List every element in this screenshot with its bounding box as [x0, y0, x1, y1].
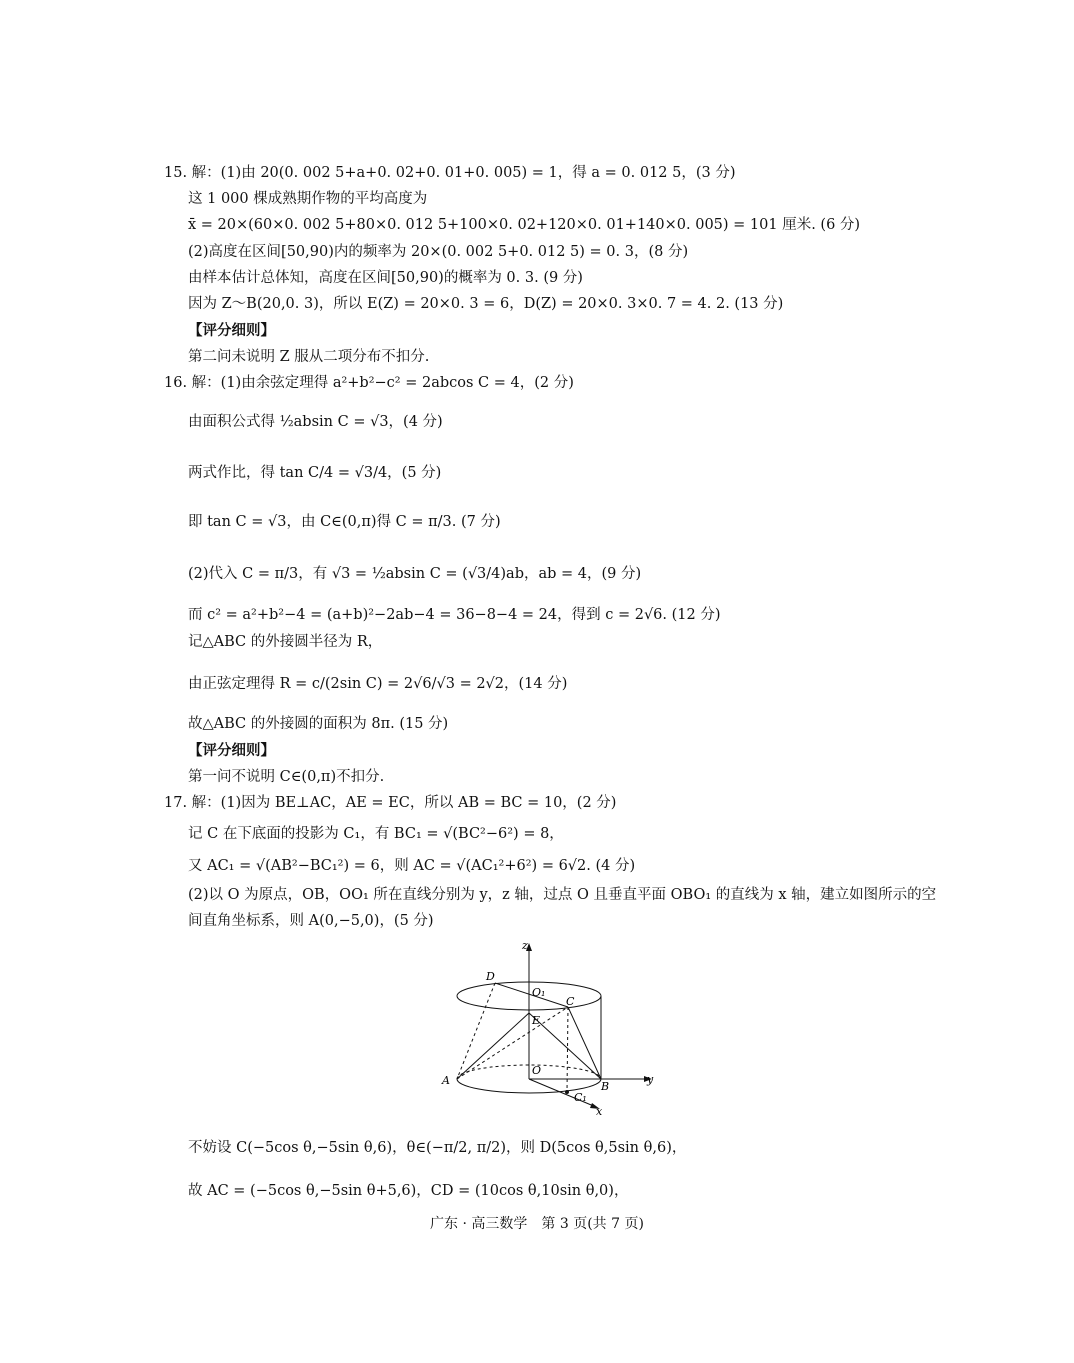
- label-O: O: [532, 1064, 542, 1077]
- label-D: D: [486, 970, 495, 983]
- text-line: 故△ABC 的外接圆的面积为 8π. (15 分): [188, 716, 449, 732]
- label-z: z: [522, 939, 528, 952]
- text-line: 17. 解：(1)因为 BE⊥AC，AE = EC，所以 AB = BC = 10，(2 分): [164, 795, 617, 811]
- scoring-heading: 【评分细则】: [188, 323, 275, 339]
- text-line: 记△ABC 的外接圆半径为 R，: [188, 634, 383, 650]
- text-line: (2)代入 C = π/3，有 √3 = ½absin C = (√3/4)ab，ab = 4，(9 分): [188, 566, 642, 582]
- label-y: y: [647, 1073, 654, 1086]
- page-footer: 广东 · 高三数学 第 3 页(共 7 页): [430, 1216, 644, 1232]
- label-O1: O₁: [532, 986, 546, 999]
- text-line: 又 AC₁ = √(AB²−BC₁²) = 6，则 AC = √(AC₁²+6²) = 6√2. (4 分): [188, 858, 636, 874]
- text-line: x̄ = 20×(60×0. 002 5+80×0. 012 5+100×0. 02+120×0. 01+140×0. 005) = 101 厘米. (6 分): [188, 217, 861, 233]
- text-line: 15. 解：(1)由 20(0. 002 5+a+0. 02+0. 01+0. 005) = 1，得 a = 0. 012 5，(3 分): [164, 165, 736, 181]
- text-line: 故 AC = (−5cos θ,−5sin θ+5,6)，CD = (10cos θ,10sin θ,0)，: [188, 1183, 629, 1199]
- text-line: 这 1 000 棵成熟期作物的平均高度为: [188, 191, 428, 207]
- text-line: 即 tan C = √3，由 C∈(0,π)得 C = π/3. (7 分): [188, 514, 501, 530]
- text-line: 不妨设 C(−5cos θ,−5sin θ,6)，θ∈(−π/2, π/2)，则 D(5cos θ,5sin θ,6)，: [188, 1140, 687, 1156]
- text-line: 由正弦定理得 R = c/(2sin C) = 2√6/√3 = 2√2，(14 分): [188, 676, 568, 692]
- text-line: 而 c² = a²+b²−4 = (a+b)²−2ab−4 = 36−8−4 = 24，得到 c = 2√6. (12 分): [188, 607, 721, 623]
- text-line: (2)以 O 为原点，OB，OO₁ 所在直线分别为 y，z 轴，过点 O 且垂直平面 OBO₁ 的直线为 x 轴，建立如图所示的空: [188, 887, 937, 903]
- text-line: 因为 Z～B(20,0. 3)，所以 E(Z) = 20×0. 3 = 6，D(Z) = 20×0. 3×0. 7 = 4. 2. (13 分): [188, 296, 784, 312]
- text-line: 由面积公式得 ½absin C = √3，(4 分): [188, 414, 443, 430]
- label-A: A: [442, 1074, 450, 1087]
- label-C1: C₁: [574, 1091, 587, 1104]
- scoring-heading: 【评分细则】: [188, 743, 275, 759]
- text-line: 第二问未说明 Z 服从二项分布不扣分.: [188, 349, 430, 365]
- text-line: 由样本估计总体知，高度在区间[50,90)的概率为 0. 3. (9 分): [188, 270, 583, 286]
- cylinder-coordinate-figure: [430, 935, 670, 1120]
- text-line: (2)高度在区间[50,90)内的频率为 20×(0. 002 5+0. 012 5) = 0. 3，(8 分): [188, 244, 689, 260]
- label-C: C: [566, 995, 575, 1008]
- label-x: x: [596, 1105, 603, 1118]
- text-line: 第一问不说明 C∈(0,π)不扣分.: [188, 769, 385, 785]
- label-E: E: [532, 1014, 541, 1027]
- label-B: B: [601, 1080, 610, 1093]
- text-line: 间直角坐标系，则 A(0,−5,0)，(5 分): [188, 913, 434, 929]
- text-line: 记 C 在下底面的投影为 C₁，有 BC₁ = √(BC²−6²) = 8，: [188, 826, 564, 842]
- text-line: 两式作比，得 tan C/4 = √3/4，(5 分): [188, 465, 442, 481]
- text-line: 16. 解：(1)由余弦定理得 a²+b²−c² = 2abcos C = 4，(2 分): [164, 375, 574, 391]
